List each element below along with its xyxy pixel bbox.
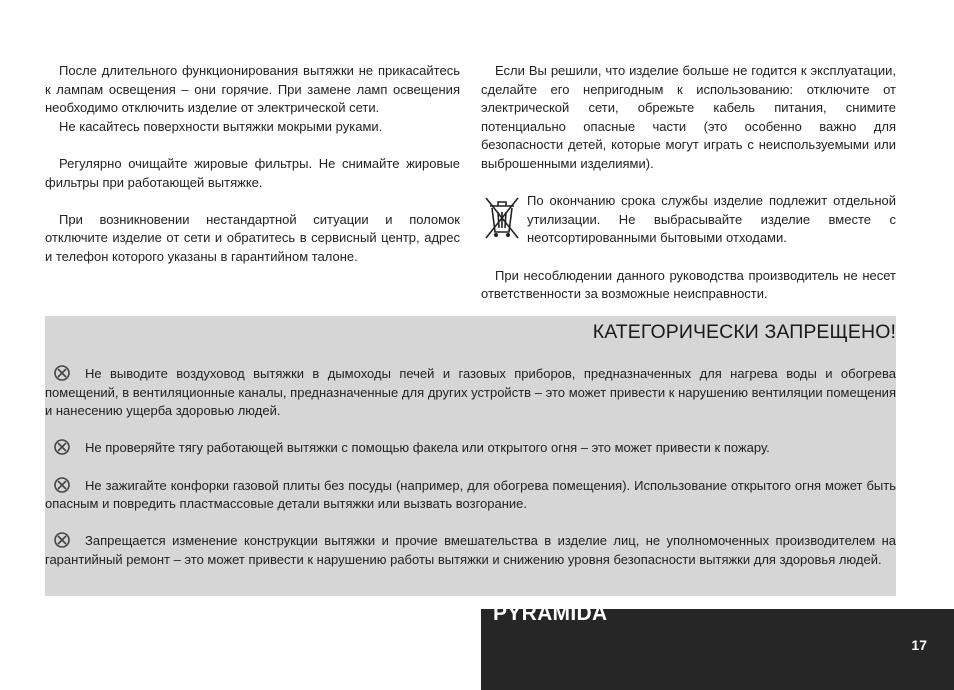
prohibited-icon [53, 439, 71, 455]
prohibited-title: КАТЕГОРИЧЕСКИ ЗАПРЕЩЕНО! [592, 321, 896, 343]
lamp-warning-paragraph: После длительного функционирования вытяжки не прикасайтесь к лампам освещения – они горячие. При замене ламп освещения необходимо отключить изделие от электрической сети. [45, 63, 460, 116]
page-number: 17 [911, 637, 927, 653]
wet-hands-paragraph: Не касайтесь поверхности вытяжки мокрыми руками. [59, 118, 383, 134]
recycling-notice [481, 192, 896, 248]
filter-cleaning-paragraph: Регулярно очищайте жировые фильтры. Не снимайте жировые фильтры при работающей вытяжке. [45, 155, 460, 190]
prohibited-actions-box [45, 316, 896, 596]
recycling-text: По окончанию срока службы изделие подлежит отдельной утилизации. Не выбрасывайте изделие вместе с неотсортированными бытовыми отходами. [527, 193, 896, 246]
prohibited-icon [53, 532, 71, 548]
right-column [481, 62, 896, 304]
malfunction-paragraph: При возникновении нестандартной ситуации и поломок отключите изделие от сети и обратитесь в сервисный центр, адрес и телефон которого указаны в гарантийном талоне. [45, 211, 460, 264]
prohibited-item [45, 365, 896, 421]
liability-paragraph: При несоблюдении данного руководства производитель не несет ответственности за возможные неисправности. [481, 267, 896, 302]
prohibited-item-text: Не проверяйте тягу работающей вытяжки с помощью факела или открытого огня – это может привести к пожару. [85, 440, 770, 456]
prohibited-item [45, 532, 896, 569]
prohibited-item-text: Запрещается изменение конструкции вытяжки и прочие вмешательства в изделие лиц, не уполномоченных производителем на гарантийный ремонт – это может привести к нарушению работы вытяжки и снижению уровня безопасности вытяжки для здоровья людей. [45, 533, 896, 567]
crossed-bin-icon [481, 194, 523, 242]
prohibited-icon [53, 477, 71, 493]
prohibited-item [45, 439, 896, 458]
left-column [45, 62, 460, 267]
prohibited-item-text: Не выводите воздуховод вытяжки в дымоходы печей и газовых приборов, предназначенных для нагрева воды и обогрева помещений, в вентиляционные каналы, предназначенные для других устройств – это может привести к нарушению вентиляции помещения и нанесению ущерба здоровью людей. [45, 366, 896, 419]
prohibited-item [45, 477, 896, 514]
disposal-paragraph: Если Вы решили, что изделие больше не годится к эксплуатации, сделайте его непригодным к использованию: отключите от электрической сети, обрежьте кабель питания, снимите потенциально опасные части (это особенно важно для безопасности детей, которые могут играть с неиспользуемыми или выброшенными изделиями). [481, 63, 896, 171]
prohibited-icon [53, 365, 71, 381]
page-footer [481, 602, 954, 690]
brand-logo: PYRAMIDA [493, 602, 608, 625]
prohibited-list [45, 365, 896, 588]
prohibited-item-text: Не зажигайте конфорки газовой плиты без посуды (например, для обогрева помещения). Использование открытого огня может быть опасным и повредить пластмассовые детали вытяжки или вызвать возгорание. [45, 477, 896, 512]
